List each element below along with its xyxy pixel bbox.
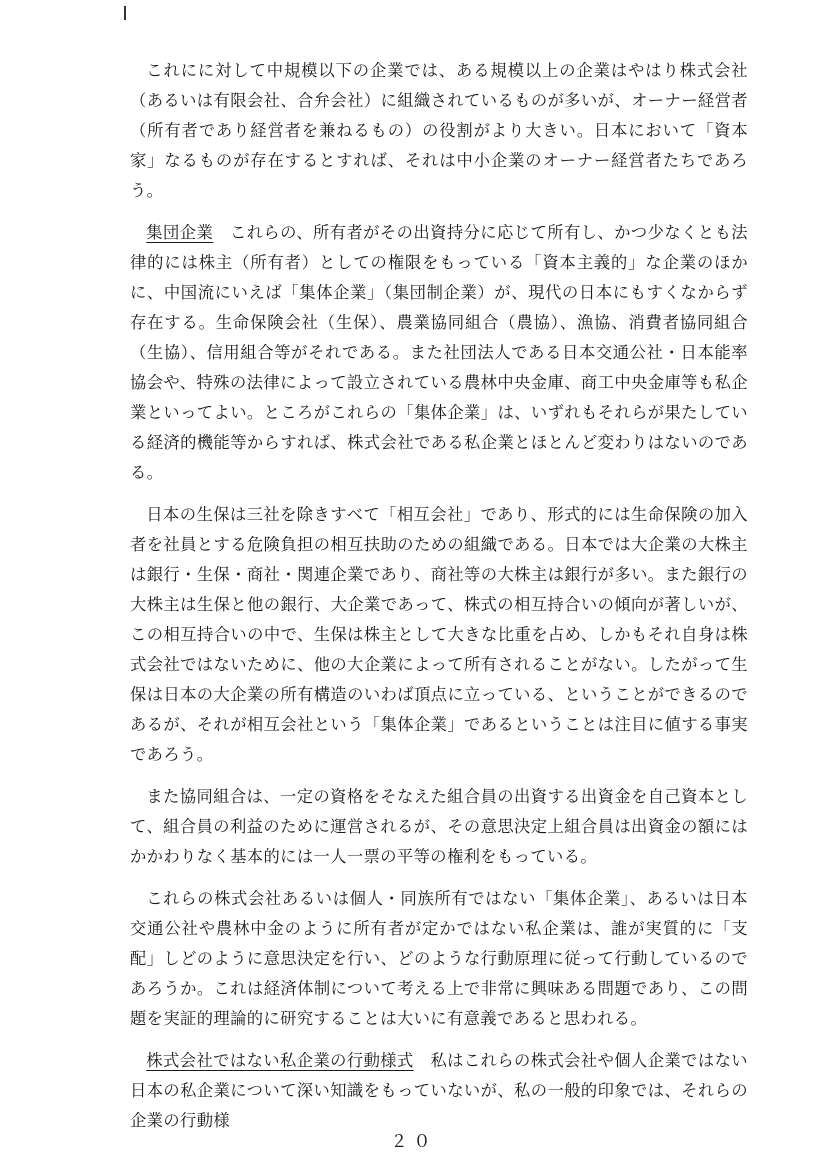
scan-mark: [124, 6, 126, 20]
paragraph-4: [130, 782, 748, 872]
paragraph-5-text: これらの株式会社あるいは個人・同族所有ではない「集体企業」、あるいは日本交通公社や農林中金のように所有者が定かではない私企業は、誰が実質的に「支配」しどのように意思決定を行い、どのような行動原理に従って行動しているのであろうか。これは経済体制について考える上で非常に興味ある問題であり、この問題を実証的理論的に研究することは大いに有意義であると思われる。: [130, 889, 748, 1028]
section-heading-shudan-kigyo: 集団企業: [146, 223, 214, 242]
paragraph-5: [130, 884, 748, 1034]
paragraph-3-text: 日本の生保は三社を除きすべて「相互会社」であり、形式的には生命保険の加入者を社員とする危険負担の相互扶助のための組織である。日本では大企業の大株主は銀行・生保・商社・関連企業であり、商社等の大株主は銀行が多い。また銀行の大株主は生保と他の銀行、大企業であって、株式の相互持合いの傾向が著しいが、この相互持合いの中で、生保は株主として大きな比重を占め、しかもそれ自身は株式会社ではないために、他の大企業によって所有されることがない。したがって生保は日本の大企業の所有構造のいわば頂点に立っている、ということができるのであるが、それが相互会社という「集体企業」であるということは注目に値する事実であろう。: [130, 505, 748, 764]
paragraph-6-text: 私はこれらの株式会社や個人企業ではない日本の私企業について深い知識をもっていないが、私の一般的印象では、それらの企業の行動様: [130, 1051, 748, 1130]
paragraph-3: [130, 500, 748, 770]
paragraph-6: [130, 1046, 748, 1136]
paragraph-2-text: これらの、所有者がその出資持分に応じて所有し、かつ少なくとも法律的には株主（所有者）としての権限をもっている「資本主義的」な企業のほかに、中国流にいえば「集体企業」（集団制企業）が、現代の日本にもすくなからず存在する。生命保険会社（生保）、農業協同組合（農協）、漁協、消費者協同組合（生協）、信用組合等がそれである。また社団法人である日本交通公社・日本能率協会や、特殊の法律によって設立されている農林中央金庫、商工中央金庫等も私企業といってよい。ところがこれらの「集体企業」は、いずれもそれらが果たしている経済的機能等からすれば、株式会社である私企業とほとんど変わりはないのである。: [130, 223, 748, 482]
paragraph-2: [130, 218, 748, 488]
paragraph-1-text: これにに対して中規模以下の企業では、ある規模以上の企業はやはり株式会社（あるいは有限会社、合弁会社）に組織されているものが多いが、オーナー経営者（所有者であり経営者を兼ねるもの）の役割がより大きい。日本において「資本家」なるものが存在するとすれば、それは中小企業のオーナー経営者たちであろう。: [130, 61, 748, 200]
section-heading-behavior: 株式会社ではない私企業の行動様式: [146, 1051, 414, 1070]
page-number: ２０: [390, 1132, 437, 1152]
paragraph-1: [130, 56, 748, 206]
paragraph-4-text: また協同組合は、一定の資格をそなえた組合員の出資する出資金を自己資本として、組合員の利益のために運営されるが、その意思決定上組合員は出資金の額にはかかわりなく基本的には一人一票の平等の権利をもっている。: [130, 787, 748, 866]
page-body: [130, 56, 748, 1148]
